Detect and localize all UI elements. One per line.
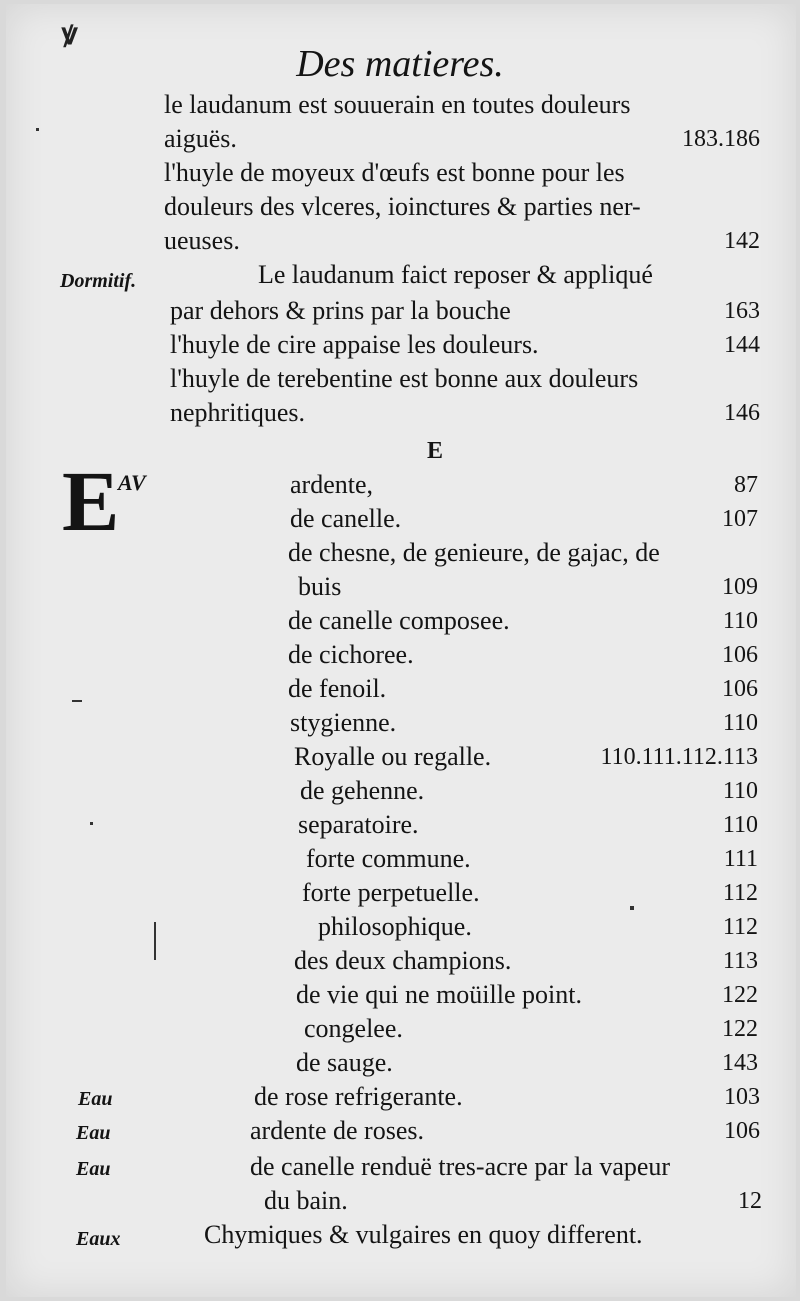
index-line: l'huyle de terebentine est bonne aux douleurs [170, 364, 639, 393]
eau-entry: forte commune. [306, 844, 471, 873]
page-reference: 110 [722, 608, 758, 634]
eau-entry: Royalle ou regalle. [294, 742, 492, 771]
eau-entry: de sauge. [296, 1048, 393, 1077]
index-line: aiguës. [164, 124, 237, 153]
eau-entry: de cichoree. [288, 640, 414, 669]
eau-entry: de chesne, de genieure, de gajac, de [288, 538, 660, 567]
index-line: l'huyle de cire appaise les douleurs. [170, 330, 539, 359]
page-reference: 163 [724, 298, 760, 324]
page-reference: 106 [722, 642, 758, 668]
eau-entry: de gehenne. [300, 776, 425, 805]
ink-speck [36, 128, 39, 131]
index-line: douleurs des vlceres, ioinctures & parties ner- [164, 192, 641, 221]
page-reference: 106 [724, 1118, 760, 1144]
page-reference: 110.111.112.113 [600, 744, 758, 770]
page-reference: 144 [724, 332, 760, 358]
page-reference: 112 [722, 880, 758, 906]
index-line: ardente de roses. [250, 1116, 424, 1145]
page-reference: 12 [738, 1188, 762, 1214]
page-reference: 111 [723, 846, 758, 872]
ink-mark [154, 922, 156, 960]
page-reference: 110 [722, 710, 758, 736]
page-reference: 122 [722, 982, 758, 1008]
section-letter: E [426, 438, 443, 464]
eau-entry: des deux champions. [294, 946, 512, 975]
eau-entry: separatoire. [298, 810, 419, 839]
page-reference: 107 [722, 506, 758, 532]
index-line: l'huyle de moyeux d'œufs est bonne pour les [164, 158, 625, 187]
index-line: le laudanum est souuerain en toutes douleurs [164, 90, 631, 119]
page-reference: 143 [722, 1050, 758, 1076]
margin-label-eaux: Eaux [76, 1228, 121, 1250]
eau-entry: philosophique. [318, 912, 472, 941]
index-line: Le laudanum faict reposer & appliqué [258, 260, 653, 289]
eau-entry: de canelle. [290, 504, 402, 533]
page-reference: 103 [724, 1084, 760, 1110]
index-line: par dehors & prins par la bouche [170, 296, 511, 325]
eau-entry: ardente, [290, 470, 374, 499]
drop-cap-letter: E [62, 453, 120, 549]
eau-entry: forte perpetuelle. [302, 878, 480, 907]
margin-label-eau: Eau [78, 1088, 113, 1110]
page-reference: 112 [722, 914, 758, 940]
page-reference: 122 [722, 1016, 758, 1042]
ink-speck [90, 822, 93, 825]
page-reference: 106 [722, 676, 758, 702]
page-reference: 110 [722, 812, 758, 838]
page-reference: 87 [734, 472, 758, 498]
eau-entry: buis [298, 572, 342, 601]
margin-label-eau: Eau [76, 1122, 111, 1144]
index-line: de rose refrigerante. [254, 1082, 463, 1111]
ink-speck [630, 906, 634, 910]
page-corner-ornament: ꝟ [62, 18, 78, 51]
page-reference: 183.186 [682, 126, 760, 152]
eau-entry: congelee. [304, 1014, 403, 1043]
margin-label-dormitif: Dormitif. [60, 270, 137, 292]
eau-entry: de vie qui ne moüille point. [296, 980, 582, 1009]
eau-entry: de fenoil. [288, 674, 387, 703]
page-reference: 109 [722, 574, 758, 600]
eau-entry: de canelle composee. [288, 606, 510, 635]
page-reference: 142 [724, 228, 760, 254]
page-reference: 146 [724, 400, 760, 426]
page-header-title: Des matieres. [296, 43, 504, 85]
margin-label-eau: Eau [76, 1158, 111, 1180]
index-line: Chymiques & vulgaires en quoy different. [204, 1220, 643, 1249]
index-line: de canelle renduë tres-acre par la vapeur [250, 1152, 671, 1181]
page-reference: 113 [722, 948, 758, 974]
index-line: ueuses. [164, 226, 240, 255]
page-reference: 110 [722, 778, 758, 804]
eau-entry: stygienne. [290, 708, 397, 737]
ink-speck [72, 700, 82, 702]
index-line: du bain. [264, 1186, 348, 1215]
index-line: nephritiques. [170, 398, 306, 427]
drop-cap-heading: AV [118, 470, 146, 495]
